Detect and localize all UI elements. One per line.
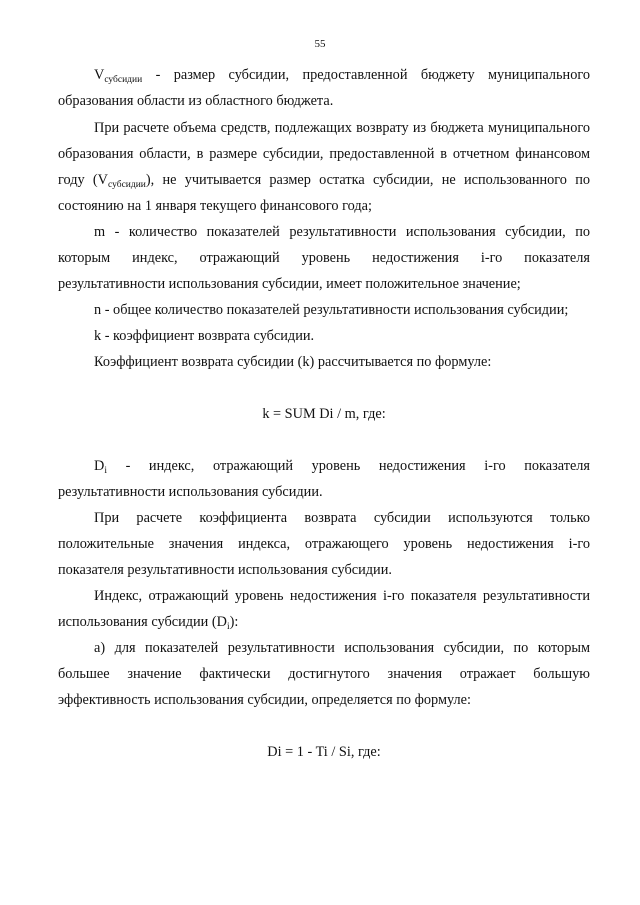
subscript-subsidy-2: субсидии [108, 180, 146, 190]
paragraph-index-intro [58, 583, 590, 635]
paragraph-v-subsidy-definition [58, 62, 590, 114]
symbol-v: V [94, 67, 105, 83]
di-definition-text: - индекс, отражающий уровень недостижения i-го показателя результативности использования субсидии. [58, 458, 590, 500]
index-text-after: ): [229, 614, 239, 630]
subscript-i-2: i [226, 622, 230, 632]
formula-di: Di = 1 - Ti / Si, где: [267, 744, 381, 760]
symbol-d: D [94, 458, 105, 474]
page-number: 55 [314, 38, 326, 50]
paragraph-n-definition: n - общее количество показателей результативности использования субсидии; [94, 302, 569, 318]
return-text-after: ), не учитывается размер остатка субсидии, не использованного по состоянию на 1 января текущего финансового года; [58, 172, 591, 214]
formula-k: k = SUM Di / m, где: [262, 406, 386, 422]
paragraph-return-calculation [58, 115, 590, 219]
paragraph-m-definition: m - количество показателей результативности использования субсидии, по которым индекс, отражающий уровень недостижения i-го показателя результативности использования субсидии, имеет положительное значение; [58, 224, 590, 292]
v-definition-text: - размер субсидии, предоставленной бюджету муниципального образования области из областного бюджета. [58, 67, 590, 109]
paragraph-k-definition: k - коэффициент возврата субсидии. [94, 328, 315, 344]
paragraph-case-a: а) для показателей результативности использования субсидии, по которым большее значение фактически достигнутого значения отражает большую эффективность использования субсидии, определяется по формуле: [58, 640, 590, 708]
document-body [58, 62, 590, 765]
paragraph-positive-values: При расчете коэффициента возврата субсидии используются только положительные значения индекса, отражающего уровень недостижения i-го показателя результативности использования субсидии. [58, 510, 590, 578]
paragraph-k-formula-intro: Коэффициент возврата субсидии (k) рассчитывается по формуле: [94, 354, 492, 370]
paragraph-di-definition [58, 453, 590, 505]
subscript-subsidy: субсидии [104, 75, 143, 85]
subscript-i: i [104, 466, 107, 476]
index-text-before: Индекс, отражающий уровень недостижения i-го показателя результативности использования субсидии (D [58, 588, 590, 630]
return-text-before: При расчете объема средств, подлежащих возврату из бюджета муниципального образования области, в размере субсидии, предоставленной в отчетном финансовом году (V [58, 120, 590, 188]
